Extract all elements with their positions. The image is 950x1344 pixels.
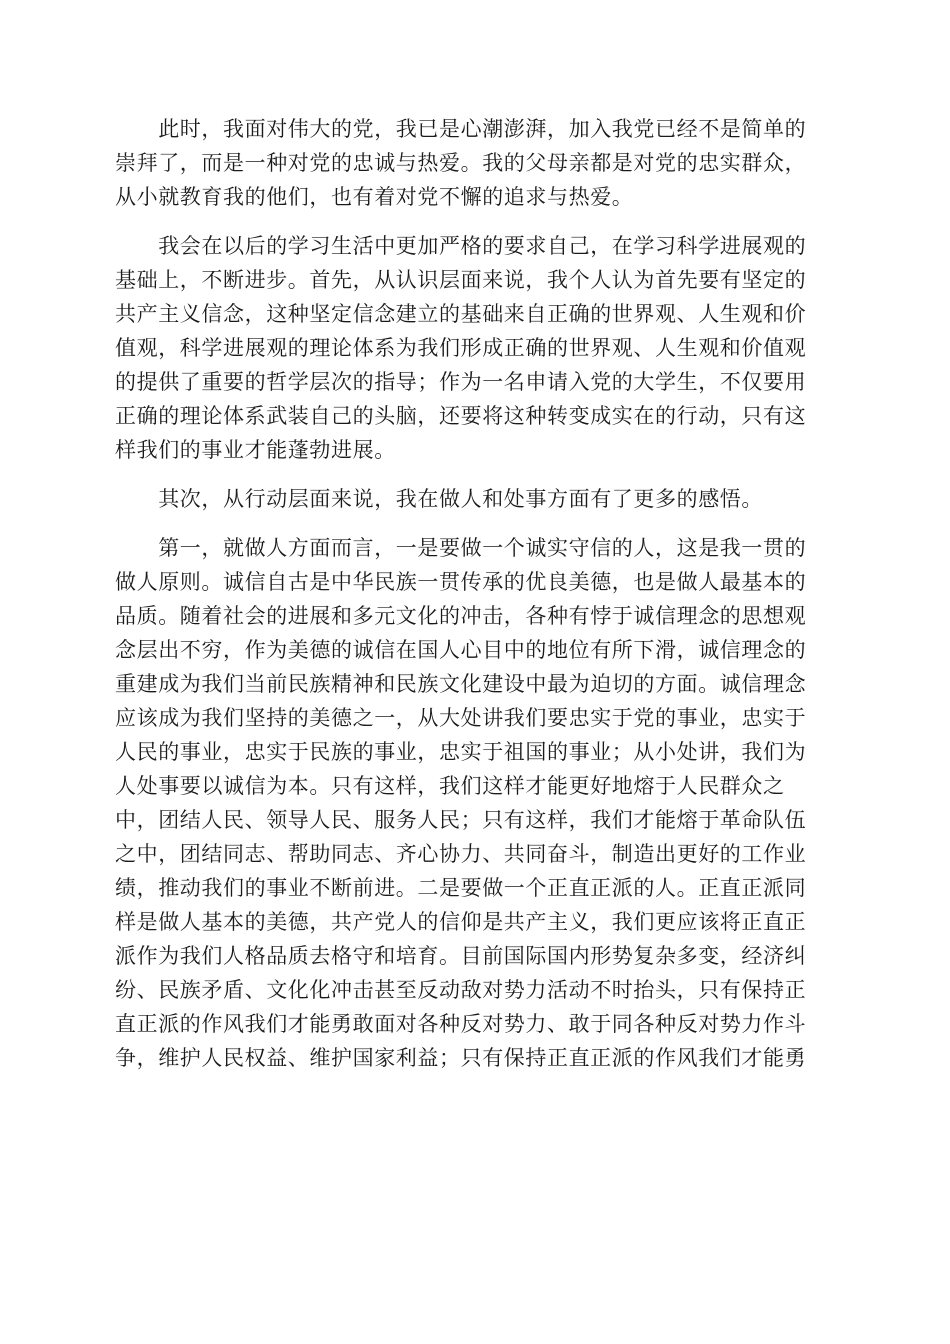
text-line: 共产主义信念，这种坚定信念建立的基础来自正确的世界观、人生观和价: [115, 302, 807, 326]
text-line: 崇拜了，而是一种对党的忠诚与热爱。我的父母亲都是对党的忠实群众，: [115, 151, 807, 175]
text-line: 第一，就做人方面而言，一是要做一个诚实守信的人，这是我一贯的: [115, 536, 807, 560]
text-line: 纷、民族矛盾、文化化冲击甚至反动敌对势力活动不时抬头，只有保持正: [115, 978, 807, 1002]
paragraph-3: [115, 482, 840, 516]
text-line: 应该成为我们坚持的美德之一，从大处讲我们要忠实于党的事业，忠实于: [115, 706, 807, 730]
text-line: 正确的理论体系武装自己的头脑，还要将这种转变成实在的行动，只有这: [115, 404, 807, 428]
document-body: [115, 112, 840, 1075]
text-line: 重建成为我们当前民族精神和民族文化建设中最为迫切的方面。诚信理念: [115, 672, 807, 696]
text-line: 其次，从行动层面来说，我在做人和处事方面有了更多的感悟。: [115, 487, 763, 511]
text-line: 人民的事业，忠实于民族的事业，忠实于祖国的事业；从小处讲，我们为: [115, 740, 807, 764]
text-line: 做人原则。诚信自古是中华民族一贯传承的优良美德，也是做人最基本的: [115, 570, 807, 594]
text-line: 直正派的作风我们才能勇敢面对各种反对势力、敢于同各种反对势力作斗: [115, 1012, 807, 1036]
text-line: 我会在以后的学习生活中更加严格的要求自己，在学习科学进展观的: [115, 234, 807, 258]
text-line: 值观，科学进展观的理论体系为我们形成正确的世界观、人生观和价值观: [115, 336, 807, 360]
text-line: 绩，推动我们的事业不断前进。二是要做一个正直正派的人。正直正派同: [115, 876, 807, 900]
text-line: 此时，我面对伟大的党，我已是心潮澎湃，加入我党已经不是简单的: [115, 117, 807, 141]
text-line: 品质。随着社会的进展和多元文化的冲击，各种有悖于诚信理念的思想观: [115, 604, 807, 628]
text-line: 之中，团结同志、帮助同志、齐心协力、共同奋斗，制造出更好的工作业: [115, 842, 807, 866]
text-line: 人处事要以诚信为本。只有这样，我们这样才能更好地熔于人民群众之: [115, 774, 785, 798]
text-line: 念层出不穷，作为美德的诚信在国人心目中的地位有所下滑，诚信理念的: [115, 638, 807, 662]
text-line: 样我们的事业才能蓬勃进展。: [115, 438, 396, 462]
text-line: 基础上，不断进步。首先，从认识层面来说，我个人认为首先要有坚定的: [115, 268, 807, 292]
text-line: 的提供了重要的哲学层次的指导；作为一名申请入党的大学生，不仅要用: [115, 370, 807, 394]
text-line: 中，团结人民、领导人民、服务人民；只有这样，我们才能熔于革命队伍: [115, 808, 807, 832]
text-line: 样是做人基本的美德，共产党人的信仰是共产主义，我们更应该将正直正: [115, 910, 807, 934]
text-line: 争，维护人民权益、维护国家利益；只有保持正直正派的作风我们才能勇: [115, 1046, 807, 1070]
paragraph-4: [115, 531, 840, 1075]
text-line: 从小就教育我的他们，也有着对党不懈的追求与热爱。: [115, 185, 634, 209]
paragraph-1: [115, 112, 840, 214]
text-line: 派作为我们人格品质去格守和培育。目前国际国内形势复杂多变，经济纠: [115, 944, 807, 968]
paragraph-2: [115, 229, 840, 467]
